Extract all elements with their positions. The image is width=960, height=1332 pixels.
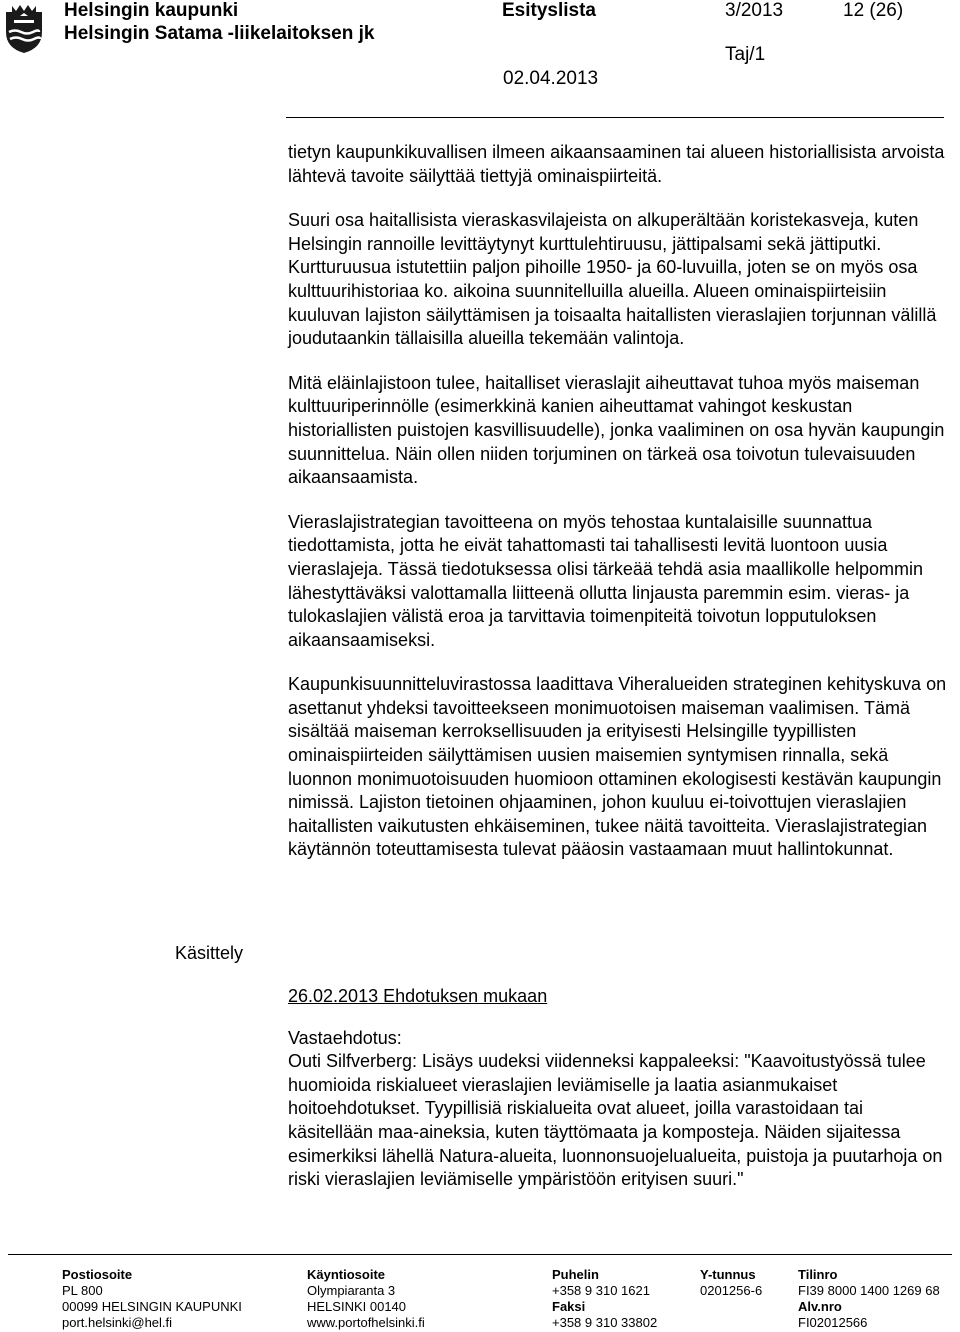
fax-label: Faksi: [552, 1299, 586, 1314]
paragraph: Mitä eläinlajistoon tulee, haitalliset vieraslajit aiheuttavat tuhoa myös maiseman kulttuuriperinnölle (esimerkkinä kanien aiheuttamat vahingot keskustan historiallisten puistojen kasvillisuudelle), jonka vaaliminen on osa hyvän kaupungin suunnittelua. Näin ollen niiden torjuminen on tärkeä osa toivotun tulevaisuuden aikaansaamista.: [288, 372, 945, 488]
footer-postal: [62, 1267, 242, 1331]
document-type: Esityslista: [502, 0, 596, 21]
phone-value: +358 9 310 1621: [552, 1283, 650, 1298]
paragraph: Kaupunkisuunnitteluvirastossa laadittava Viheralueiden strateginen kehityskuva on asettanut yhdeksi tavoitteekseen monimuotoisen maiseman vaalimisen. Tämä sisältää maiseman kerroksellisuuden ja erityisesti Helsingille tyypillisten ominaispiirteiden säilyttämisen uusien maisemien syntymisen rinnalla, sekä luonnon monimuotoisuuden huomioon ottaminen ekologisesti kestävän kaupungin nimissä. Lajiston tietoinen ohjaaminen, johon kuuluu ei-toivottujen vieraslajien haitallisten vaikutusten ehkäiseminen, tukee näitä tavoitteita. Vieraslajistrategian käytännön toteuttamisesta tulevat pääosin vastaamaan muut hallintokunnat.: [288, 674, 947, 860]
paragraph: tietyn kaupunkikuvallisen ilmeen aikaansaaminen tai alueen historiallisista arvoista lähtevä tavoite säilyttää tiettyjä ominaispiirteitä.: [288, 142, 945, 186]
postal-code: 00099 HELSINGIN KAUPUNKI: [62, 1299, 242, 1314]
organization-name: Helsingin kaupunki: [64, 0, 239, 21]
meeting-date: 02.04.2013: [503, 68, 599, 89]
paragraph: Suuri osa haitallisista vieraskasvilajeista on alkuperältään koristekasveja, kuten Helsingin rannoille levittäytynyt kurttulehtiruusu, jättipalsami sekä jättiputki. Kurtturuusua istutettiin paljon pihoille 1950- ja 60-luvuilla, joten se on myös osa kulttuurihistoriaa ko. aikoina suunnitelluilla alueilla. Alueen ominaispiirteisiin kuuluvan lajiston säilyttämisen ja toisaalta haitallisten vieraslajien torjunnan välillä joudutaankin tällaisilla alueilla tekemään valintoja.: [288, 210, 937, 349]
postal-box: PL 800: [62, 1283, 103, 1298]
ytunnus-value: 0201256-6: [700, 1283, 763, 1298]
phone-label: Puhelin: [552, 1267, 599, 1282]
visit-city: HELSINKI 00140: [307, 1299, 407, 1314]
decision-section: [288, 985, 948, 1192]
processing-label: Käsittely: [175, 943, 244, 963]
fax-value: +358 9 310 33802: [552, 1315, 658, 1330]
footer-phone: [552, 1267, 657, 1331]
email-link[interactable]: port.helsinki@hel.fi: [62, 1315, 173, 1330]
body-text: [288, 141, 948, 883]
document-number: 3/2013: [725, 0, 784, 21]
ytunnus-label: Y-tunnus: [700, 1267, 756, 1282]
visit-label: Käyntiosoite: [307, 1267, 386, 1282]
page-number: 12 (26): [843, 0, 904, 21]
visit-street: Olympiaranta 3: [307, 1283, 396, 1298]
header-rule: [286, 117, 944, 118]
footer-rule: [8, 1254, 952, 1255]
footer-visit: [307, 1267, 425, 1331]
account-value: FI39 8000 1400 1269 68: [798, 1283, 940, 1298]
counter-proposal-text: Outi Silfverberg: Lisäys uudeksi viidenneksi kappaleeksi: "Kaavoitustyössä tulee huomioida riskialueet vieraslajien leviämiselle ja laatia asianmukaiset hoitoehdotukset. Tyypillisiä riskialueita ovat alueet, joilla varastoidaan tai käsitellään maa-aineksia, kuten täyttömaata ja komposteja. Näiden sijaitessa esimerkiksi lähellä Natura-alueita, luonnonsuojelualueita, puistoja ja puutarhoja on riski vieraslajien leviämiselle ympäristöön erityisen suuri.": [288, 1051, 943, 1190]
postal-label: Postiosoite: [62, 1267, 133, 1282]
counter-proposal-label: Vastaehdotus:: [288, 1027, 402, 1048]
vat-label: Alv.nro: [798, 1299, 842, 1314]
website-link[interactable]: www.portofhelsinki.fi: [307, 1315, 425, 1330]
section-code: Taj/1: [725, 44, 766, 65]
organization-unit: Helsingin Satama -liikelaitoksen jk: [64, 23, 375, 44]
vat-value: FI02012566: [798, 1315, 868, 1330]
footer-ytunnus: [700, 1267, 762, 1299]
account-label: Tilinro: [798, 1267, 838, 1282]
decision-link[interactable]: 26.02.2013 Ehdotuksen mukaan: [288, 986, 548, 1006]
footer-account: [798, 1267, 940, 1331]
paragraph: Vieraslajistrategian tavoitteena on myös tehostaa kuntalaisille suunnattua tiedottamista, jotta he eivät tahattomasti tai tahallisesti levitä luontoon uusia vieraslajeja. Tässä tiedotuksessa olisi tärkeää tehdä asia maallikolle helpommin lähestyttäväksi valottamalla liitteenä ollutta linjausta paremmin esim. vieras- ja tulokaslajien välistä eroa ja tarvittavia toimenpiteitä toivotun lopputuloksen aikaansaamiseksi.: [288, 511, 923, 650]
city-crest-logo: [2, 2, 46, 54]
